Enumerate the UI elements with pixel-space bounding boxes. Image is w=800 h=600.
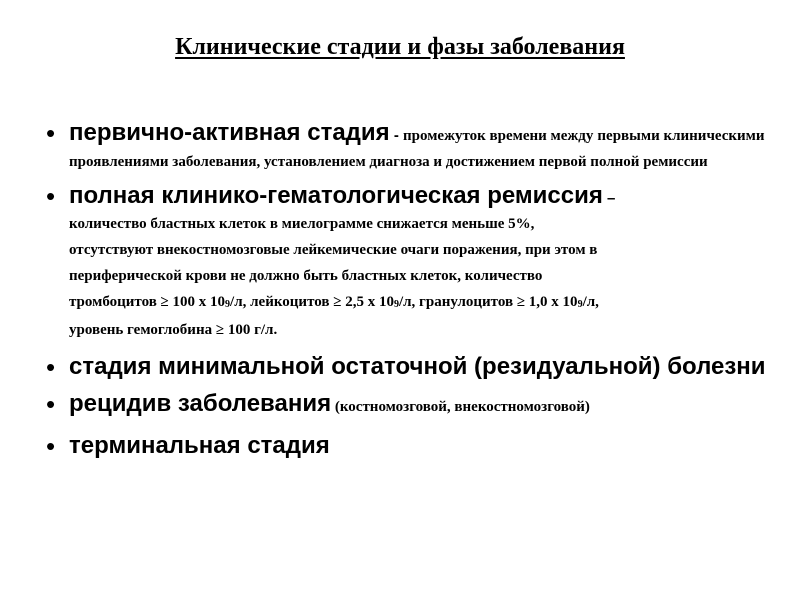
item-description-line: отсутствуют внекостномозговые лейкемические очаги поражения, при этом в bbox=[69, 242, 598, 258]
list-item-terminal bbox=[46, 431, 766, 461]
text-fragment: /л, лейкоцитов ≥ 2,5 х 10 bbox=[230, 294, 394, 310]
text-fragment: тромбоцитов ≥ 100 х 10 bbox=[69, 294, 226, 310]
stages-list bbox=[46, 118, 766, 461]
item-term: первично-активная стадия bbox=[69, 119, 390, 146]
item-description-line: уровень гемоглобина ≥ 100 г/л. bbox=[69, 322, 278, 338]
bullet-icon: • bbox=[46, 389, 56, 419]
item-description-line bbox=[69, 289, 766, 317]
list-item-primary-active bbox=[46, 118, 766, 175]
bullet-icon: • bbox=[46, 181, 56, 211]
item-description-rest: первыми клиническими проявлениями заболевания, установлением диагноза и достижением первой полной ремиссии bbox=[69, 128, 765, 170]
exponent: 9 bbox=[225, 299, 231, 310]
list-item-full-remission bbox=[46, 181, 766, 343]
exponent: 9 bbox=[393, 299, 399, 310]
slide-title: Клинические стадии и фазы заболевания bbox=[175, 34, 625, 60]
item-term: стадия минимальной остаточной (резидуальной) болезни bbox=[69, 353, 766, 380]
item-term: полная клинико-гематологическая ремиссия bbox=[69, 182, 603, 209]
item-separator: – bbox=[602, 190, 616, 207]
text-fragment: /л, bbox=[582, 294, 599, 310]
item-term: рецидив заболевания bbox=[69, 390, 332, 417]
item-description-line: количество бластных клеток в миелограмме снижается меньше 5%, bbox=[69, 216, 535, 232]
bullet-icon: • bbox=[46, 118, 56, 148]
item-description: промежуток времени между bbox=[403, 128, 594, 144]
item-note: (костномозговой, внекостномозговой) bbox=[331, 399, 590, 415]
bullet-icon: • bbox=[46, 431, 56, 461]
list-item-minimal-residual bbox=[46, 347, 766, 387]
item-term: терминальная стадия bbox=[69, 432, 330, 459]
item-separator: - bbox=[389, 127, 404, 144]
bullet-icon: • bbox=[46, 352, 56, 382]
list-item-relapse bbox=[46, 389, 766, 419]
text-fragment: /л, гранулоцитов ≥ 1,0 х 10 bbox=[398, 294, 578, 310]
exponent: 9 bbox=[577, 299, 583, 310]
item-description-line: периферической крови не должно быть бластных клеток, количество bbox=[69, 268, 543, 284]
